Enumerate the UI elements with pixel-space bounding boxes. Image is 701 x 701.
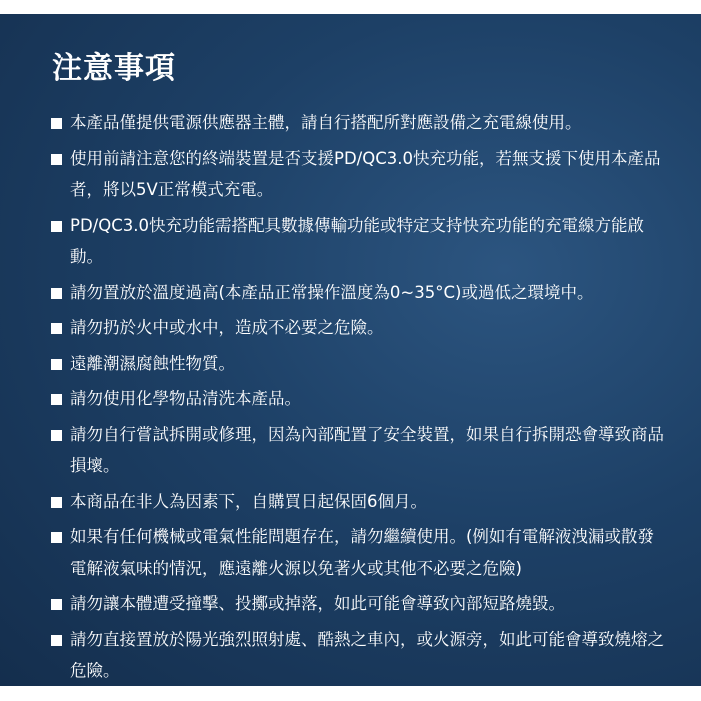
page-title: 注意事項 bbox=[52, 51, 176, 86]
square-bullet-icon bbox=[51, 532, 62, 543]
notice-text: 請勿置放於溫度過高(本產品正常操作溫度為0~35°C)或過低之環境中。 bbox=[70, 282, 594, 302]
notice-text: 請勿使用化學物品清洗本產品。 bbox=[70, 389, 301, 408]
notice-item bbox=[50, 143, 670, 206]
notice-item bbox=[50, 348, 670, 380]
notice-text: 使用前請注意您的終端裝置是否支援PD/QC3.0快充功能，若無支援下使用本產品者，將以5V正常模式充電。 bbox=[70, 148, 661, 199]
square-bullet-icon bbox=[51, 323, 62, 334]
square-bullet-icon bbox=[51, 430, 62, 441]
notice-text: 請勿扔於火中或水中，造成不必要之危險。 bbox=[70, 318, 384, 337]
notice-item bbox=[50, 624, 670, 687]
notice-text: 如果有任何機械或電氣性能問題存在，請勿繼續使用。(例如有電解液洩漏或散發電解液氣味的情況，應遠離火源以免著火或其他不必要之危險) bbox=[70, 527, 654, 578]
notice-text: 本商品在非人為因素下，自購買日起保固6個月。 bbox=[70, 491, 427, 511]
square-bullet-icon bbox=[51, 154, 62, 165]
square-bullet-icon bbox=[51, 599, 62, 610]
square-bullet-icon bbox=[51, 288, 62, 299]
notice-item bbox=[50, 419, 670, 482]
notice-list bbox=[50, 107, 670, 691]
notice-item bbox=[50, 588, 670, 620]
notice-text: 本產品僅提供電源供應器主體，請自行搭配所對應設備之充電線使用。 bbox=[70, 113, 582, 132]
notice-text: PD/QC3.0快充功能需搭配具數據傳輸功能或特定支持快充功能的充電線方能啟動。 bbox=[70, 215, 644, 266]
notice-item bbox=[50, 383, 670, 415]
notice-item bbox=[50, 277, 670, 309]
notice-item bbox=[50, 486, 670, 518]
notice-text: 請勿直接置放於陽光強烈照射處、酷熱之車內，或火源旁，如此可能會導致燒熔之危險。 bbox=[70, 629, 664, 680]
square-bullet-icon bbox=[51, 394, 62, 405]
square-bullet-icon bbox=[51, 635, 62, 646]
notice-item bbox=[50, 521, 670, 584]
notice-item bbox=[50, 312, 670, 344]
square-bullet-icon bbox=[51, 497, 62, 508]
square-bullet-icon bbox=[51, 359, 62, 370]
notice-text: 遠離潮濕腐蝕性物質。 bbox=[70, 353, 235, 373]
notice-item bbox=[50, 107, 670, 139]
notice-panel bbox=[0, 14, 701, 686]
notice-item bbox=[50, 210, 670, 273]
notice-text: 請勿讓本體遭受撞擊、投擲或掉落，如此可能會導致內部短路燒毀。 bbox=[70, 594, 565, 613]
square-bullet-icon bbox=[51, 118, 62, 129]
notice-text: 請勿自行嘗試拆開或修理，因為內部配置了安全裝置，如果自行拆開恐會導致商品損壞。 bbox=[70, 424, 664, 475]
square-bullet-icon bbox=[51, 221, 62, 232]
